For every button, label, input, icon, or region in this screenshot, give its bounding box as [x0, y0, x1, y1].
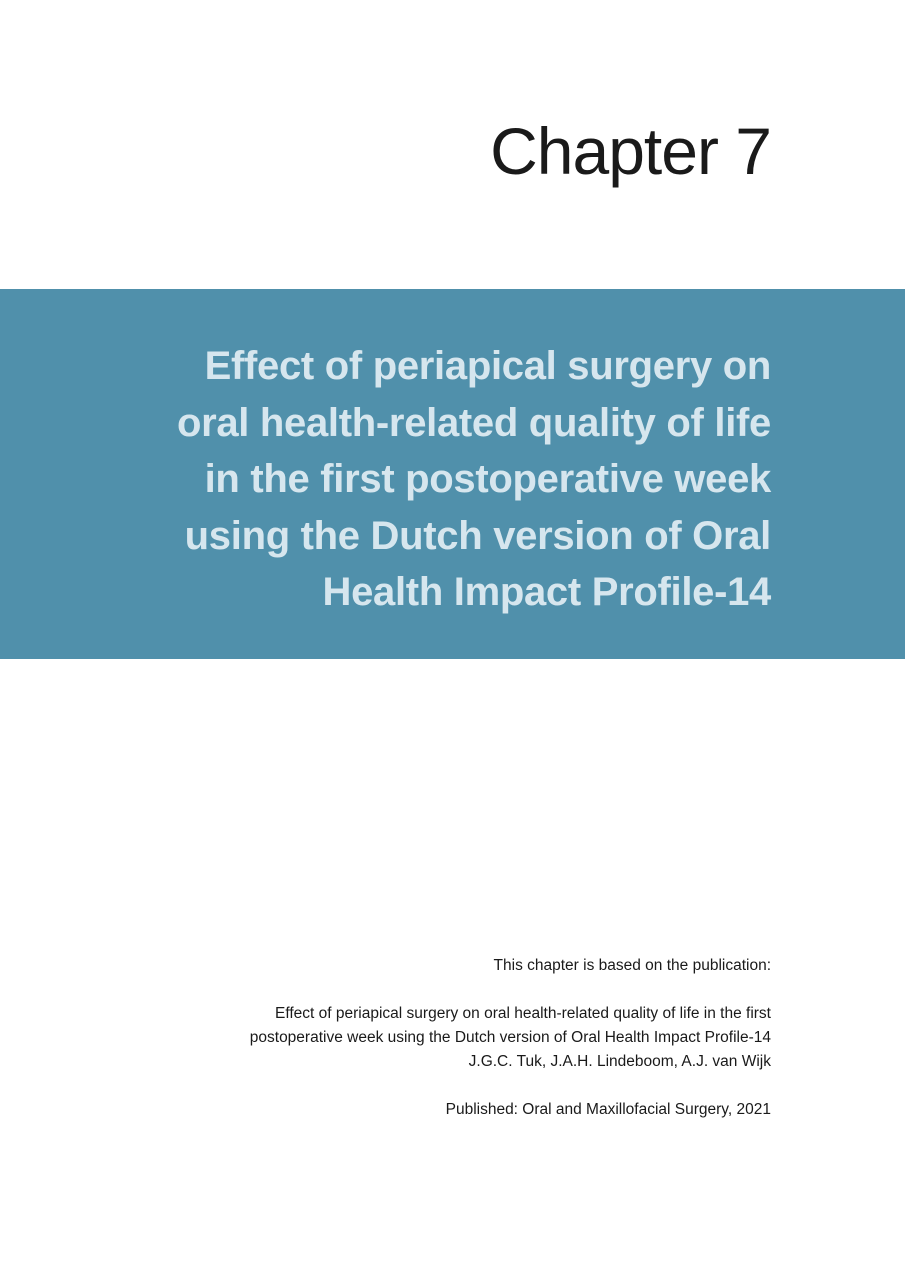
chapter-title-line: Health Impact Profile-14 — [322, 570, 771, 614]
chapter-title-line: oral health-related quality of life — [176, 400, 771, 445]
chapter-title-line: using the Dutch version of Oral — [184, 513, 771, 558]
chapter-heading: Chapter 7 — [490, 114, 771, 188]
title-band — [0, 289, 905, 659]
publication-citation — [71, 1002, 771, 1074]
chapter-title — [71, 338, 771, 621]
citation-authors: J.G.C. Tuk, J.A.H. Lindeboom, A.J. van Wijk — [468, 1053, 771, 1070]
citation-line: Effect of periapical surgery on oral health-related quality of life in the first — [275, 1005, 771, 1022]
publication-published: Published: Oral and Maxillofacial Surgery, 2021 — [445, 1101, 771, 1118]
publication-info — [71, 954, 771, 1122]
chapter-title-line: in the first postoperative week — [204, 457, 771, 501]
chapter-title-line: Effect of periapical surgery on — [204, 344, 771, 388]
citation-line: postoperative week using the Dutch version of Oral Health Impact Profile-14 — [249, 1029, 771, 1046]
publication-intro: This chapter is based on the publication: — [493, 957, 771, 974]
